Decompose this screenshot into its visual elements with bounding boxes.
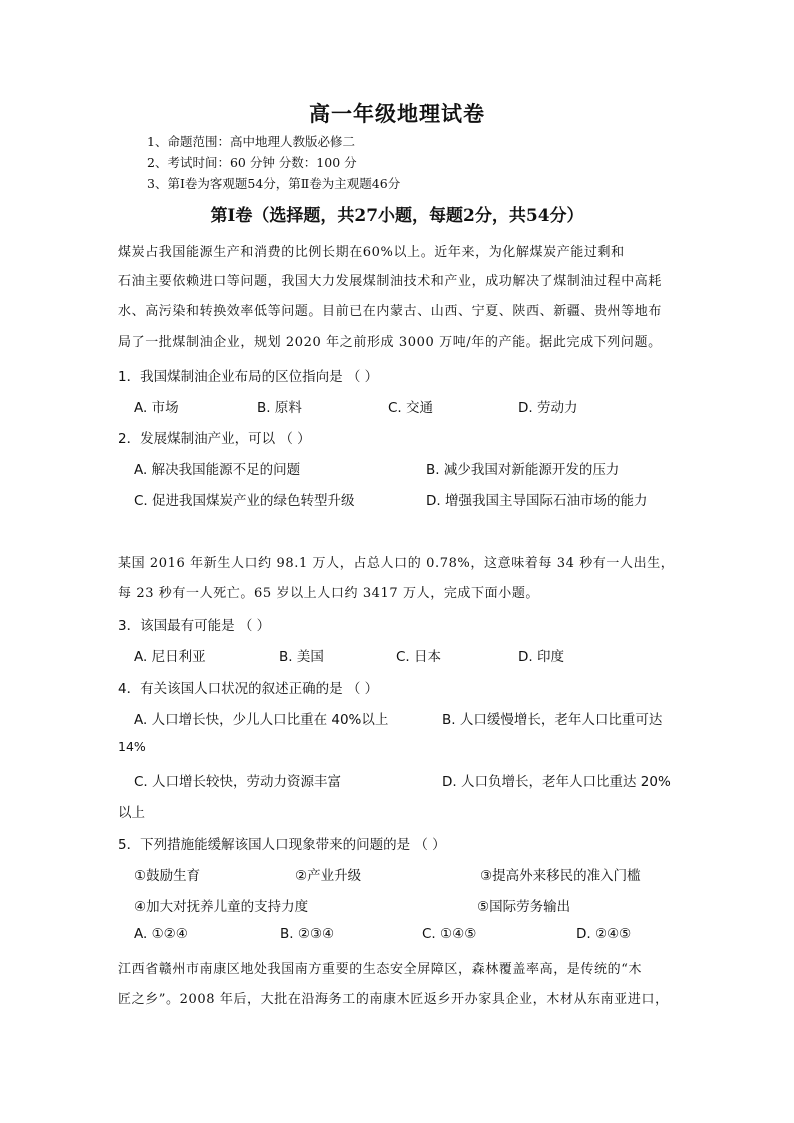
question-1: 1．我国煤制油企业布局的区位指向是 （ ） — [118, 369, 379, 385]
q1-option-b: B. 原料 — [257, 400, 302, 416]
passage2-line: 每 23 秒有一人死亡。65 岁以上人口约 3417 万人，完成下面小题。 — [118, 586, 540, 601]
q5-item-1: ①鼓励生育 — [134, 868, 201, 884]
q1-option-d: D. 劳动力 — [518, 400, 578, 416]
question-3: 3．该国最有可能是 （ ） — [118, 618, 271, 634]
q1-option-c: C. 交通 — [388, 400, 434, 416]
question-5: 5．下列措施能缓解该国人口现象带来的问题的是 （ ） — [118, 837, 446, 853]
passage3-line: 匠之乡”。2008 年后，大批在沿海务工的南康木匠返乡开办家具企业，木材从东南亚进口， — [118, 992, 669, 1007]
passage1-line: 水、高污染和转换效率低等问题。目前已在内蒙古、山西、宁夏、陕西、新疆、贵州等地布 — [118, 304, 663, 319]
q5-option-d: D. ②④⑤ — [576, 926, 632, 942]
q3-option-d: D. 印度 — [518, 649, 564, 665]
note-parts: 3、第Ⅰ卷为客观题54分，第Ⅱ卷为主观题46分 — [147, 176, 401, 191]
q3-option-a: A. 尼日利亚 — [134, 649, 206, 665]
q2-option-b: B. 减少我国对新能源开发的压力 — [426, 462, 620, 478]
passage2-line: 某国 2016 年新生人口约 98.1 万人，占总人口的 0.78%，这意味着每 34 秒有一人出生， — [118, 556, 675, 571]
passage1-line: 煤炭占我国能源生产和消费的比例长期在60%以上。近年来，为化解煤炭产能过剩和 — [118, 245, 625, 260]
q5-option-b: B. ②③④ — [280, 926, 335, 942]
q5-item-4: ④加大对抚养儿童的支持力度 — [134, 899, 309, 915]
q5-option-a: A. ①②④ — [134, 926, 188, 942]
passage3-line: 江西省赣州市南康区地处我国南方重要的生态安全屏障区，森林覆盖率高，是传统的“木 — [118, 962, 643, 977]
question-4: 4．有关该国人口状况的叙述正确的是 （ ） — [118, 681, 379, 697]
q3-option-c: C. 日本 — [396, 649, 442, 665]
exam-title: 高一年级地理试卷 — [309, 101, 485, 126]
q4-option-c: C. 人口增长较快，劳动力资源丰富 — [134, 774, 342, 790]
q2-option-c: C. 促进我国煤炭产业的绿色转型升级 — [134, 493, 355, 509]
section-title: 第Ⅰ卷（选择题，共27小题，每题2分，共54分） — [210, 206, 584, 226]
passage1-line: 石油主要依赖进口等问题，我国大力发展煤制油技术和产业，成功解决了煤制油过程中高耗 — [118, 274, 663, 289]
passage1-line: 局了一批煤制油企业，规划 2020 年之前形成 3000 万吨/年的产能。据此完成下列问题。 — [118, 335, 662, 350]
q5-option-c: C. ①④⑤ — [422, 926, 477, 942]
q4-option-b: B. 人口缓慢增长，老年人口比重可达 — [442, 712, 663, 728]
q4-option-d: D. 人口负增长，老年人口比重达 20% — [442, 774, 671, 790]
q2-option-a: A. 解决我国能源不足的问题 — [134, 462, 301, 478]
note-time: 2、考试时间：60 分钟 分数：100 分 — [147, 155, 357, 170]
question-2: 2．发展煤制油产业，可以 （ ） — [118, 431, 311, 447]
q5-item-5: ⑤国际劳务输出 — [477, 899, 571, 915]
q2-option-d: D. 增强我国主导国际石油市场的能力 — [426, 493, 648, 509]
q5-item-3: ③提高外来移民的准入门槛 — [480, 868, 641, 884]
q1-option-a: A. 市场 — [134, 400, 179, 416]
note-scope: 1、命题范围：高中地理人教版必修二 — [147, 134, 355, 149]
q4-option-d-cont: 以上 — [118, 805, 145, 821]
q3-option-b: B. 美国 — [279, 649, 324, 665]
q5-item-2: ②产业升级 — [295, 868, 362, 884]
q4-option-a: A. 人口增长快，少儿人口比重在 40%以上 — [134, 712, 389, 728]
q4-option-b-cont: 14% — [118, 739, 146, 754]
